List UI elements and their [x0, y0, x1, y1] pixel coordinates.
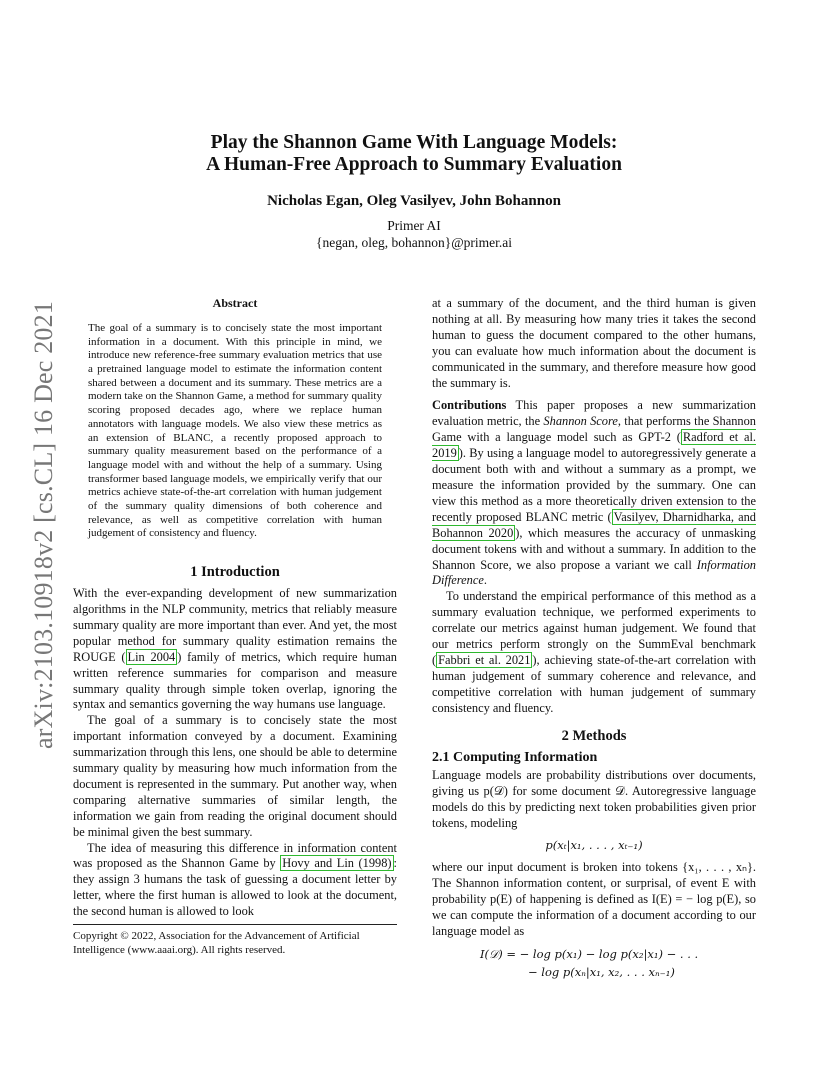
- citation-vasilyev-2020[interactable]: Vasilyev, Dharnidharka, and Bohannon 2020: [432, 509, 757, 540]
- equation-conditional-probability: p(xₜ|x₁, . . . , xₜ₋₁): [545, 838, 643, 852]
- intro-continued: at a summary of the document, and the third human is given nothing at all. By measuring how many tries it takes the second human to guess the document compared to the other humans, you can evaluate how much information about the document is communicated in the summary, and therefore measure how good the summary is.: [432, 296, 756, 390]
- arxiv-stamp: arXiv:2103.10918v2 [cs.CL] 16 Dec 2021: [29, 300, 58, 750]
- intro-paragraph-1: With the ever-expanding development of new summarization algorithms in the NLP community, metrics that reliably measure summary quality are more important than ever. And yet, the most popular method for summary quality estimation remains the ROUGE ( Lin 2004 ) family of metrics, which require human written reference summaries for comparison and measure summary quality through simple token overlap, ignoring the syntax and semantics governing the way humans use language.: [73, 586, 397, 712]
- contributions-paragraph: Contributions This paper proposes a new summarization evaluation metric, the Shannon Score, that performs the Shannon Game with a language model such as GPT-2 ( Radford et al. 2019 ). By using a language model to autoregressively generate a document both with and without a summary as a prompt, we measure the information provided by the summary. One can view this method as a more theoretically driven extension to the recently proposed BLANC metric ( Vasilyev, Dharnidharka, and Bohannon 2020 ), which measures the accuracy of unmasking document tokens with and without a summary. In addition to the Shannon Score, we also propose a variant we call Information Difference.: [432, 398, 757, 588]
- contributions-label: Contributions: [432, 398, 507, 413]
- abstract-heading: Abstract: [212, 296, 258, 310]
- paper-title: [0, 132, 828, 176]
- methods-heading: 2 Methods: [561, 727, 627, 744]
- title-line-1: Play the Shannon Game With Language Models:: [210, 132, 618, 153]
- left-column: [73, 296, 397, 920]
- equation-line-1: I(𝒟) = − log p(x₁) − log p(x₂|x₁) − . . .: [480, 947, 699, 962]
- experiments-paragraph: To understand the empirical performance of this method as a summary evaluation technique, we performed experiments to correlate our metrics against human judgement. We found that our metrics perform strongly on the SummEval benchmark ( Fabbri et al. 2021 ), achieving state-of-the-art correlation with human judgement of summary coherence and relevance, and competitive correlation with human judgement of summary consistency and fluency.: [432, 589, 756, 715]
- citation-fabbri-2021[interactable]: Fabbri et al. 2021: [438, 652, 531, 667]
- methods-paragraph-1: Language models are probability distributions over documents, giving us p(𝒟) for some document 𝒟. Autoregressive language models do this by predicting next token probabilities given prior tokens, modeling: [432, 768, 756, 831]
- organization: Primer AI: [387, 218, 441, 233]
- intro-paragraph-3: The idea of measuring this difference in information content was proposed as the Shannon Game by Hovy and Lin (1998) : they assign 3 humans the task of guessing a document letter by letter, where the first human is allowed to look at the document, the second human is allowed to look: [73, 840, 397, 919]
- email: {negan, oleg, bohannon}@primer.ai: [316, 235, 512, 250]
- equation-information: [432, 945, 756, 981]
- citation-lin-2004[interactable]: Lin 2004: [127, 649, 176, 664]
- equation-line-2: − log p(xₙ|x₁, x₂, . . . xₙ₋₁): [528, 965, 675, 980]
- methods-paragraph-2: where our input document is broken into tokens {x₁, . . . , xₙ}. The Shannon information content, or surprisal, of event E with probability p(E) of happening is defined as I(E) = − log p(E), so we can compute the information of a document according to our language model as: [432, 859, 756, 938]
- introduction-heading: 1 Introduction: [190, 564, 280, 581]
- citation-radford-2019[interactable]: Radford et al. 2019: [432, 430, 756, 461]
- abstract-text: The goal of a summary is to concisely state the most important information in a document. With this principle in mind, we introduce new reference-free summary evaluation metrics that use a pretrained language model to estimate the information content shared between a document and its summary. These metrics are a modern take on the Shannon Game, a method for summary quality scoring proposed decades ago, where we replace human annotators with language models. We also view these metrics as an extension of BLANC, a recently proposed approach to summary quality measurement based on the performance of a language model with and without the help of a summary. Using transformer based language models, we empirically verify that our metrics achieve state-of-the-art correlation with human judgement of the summary quality dimensions of both coherence and relevance, as well as competitive correlation with human judgement of consistency and fluency.: [88, 321, 382, 540]
- subsection-heading: 2.1 Computing Information: [432, 750, 598, 766]
- right-column: [432, 296, 756, 981]
- affiliation: [0, 217, 828, 251]
- intro-paragraph-2: The goal of a summary is to concisely state the most important information conveyed by a document. Examining summarization through this lens, one should be able to determine summary quality by measuring how much information from the document is represented in the summary. Put another way, when comparing alternative summaries of similar length, the information we gain from reading the original document should be minimal given the best summary.: [73, 713, 397, 839]
- citation-hovy-lin-1998[interactable]: Hovy and Lin (1998): [282, 856, 392, 871]
- title-line-2: A Human-Free Approach to Summary Evaluation: [206, 154, 622, 175]
- authors: Nicholas Egan, Oleg Vasilyev, John Bohannon: [267, 193, 561, 209]
- copyright-footnote: Copyright © 2022, Association for the Advancement of Artificial Intelligence (www.aaai.org). All rights reserved.: [73, 924, 397, 957]
